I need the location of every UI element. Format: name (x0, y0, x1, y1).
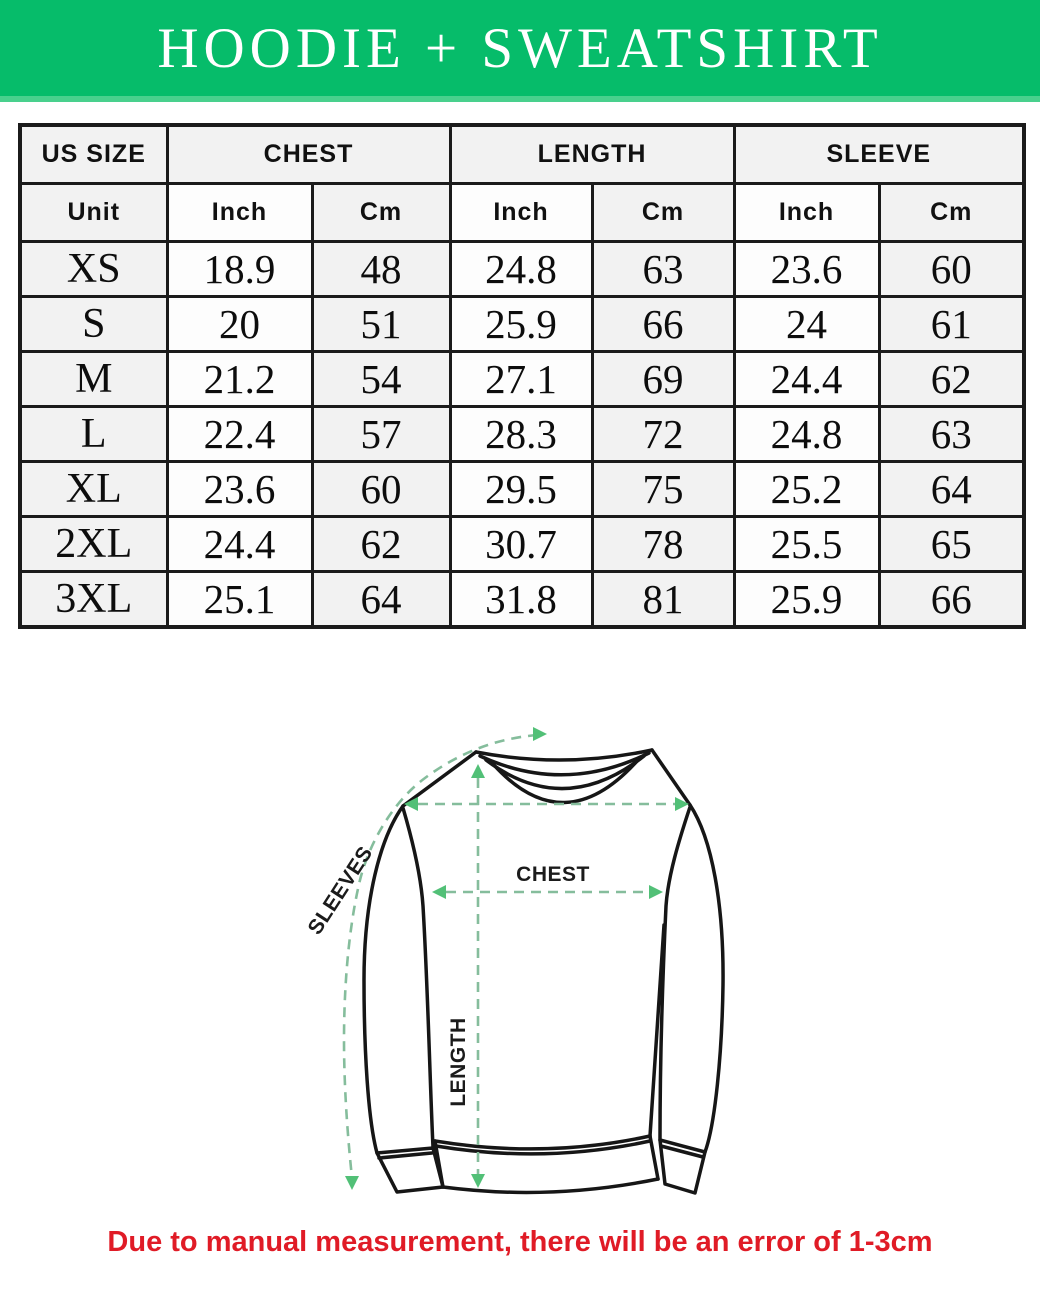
col-header-sleeve: SLEEVE (734, 125, 1024, 184)
value-cell: 21.2 (167, 352, 312, 407)
value-cell: 28.3 (450, 407, 592, 462)
group-header-row (20, 125, 1024, 184)
waistband-right (650, 1136, 658, 1179)
value-cell: 27.1 (450, 352, 592, 407)
collar-outline (476, 750, 652, 760)
value-cell: 54 (312, 352, 450, 407)
value-cell: 57 (312, 407, 450, 462)
table-row-xs (20, 242, 1024, 297)
value-cell: 22.4 (167, 407, 312, 462)
size-cell: L (20, 407, 167, 462)
table-row-3xl (20, 572, 1024, 628)
right-shoulder-seam (652, 750, 690, 805)
chest-cm-header: Cm (312, 184, 450, 242)
value-cell: 24.4 (167, 517, 312, 572)
sleeve-arrow-bottom (345, 1176, 359, 1190)
col-header-length: LENGTH (450, 125, 734, 184)
value-cell: 24.8 (450, 242, 592, 297)
value-cell: 61 (879, 297, 1024, 352)
value-cell: 48 (312, 242, 450, 297)
size-cell: 3XL (20, 572, 167, 628)
value-cell: 64 (879, 462, 1024, 517)
value-cell: 75 (592, 462, 734, 517)
value-cell: 66 (879, 572, 1024, 628)
size-cell: XS (20, 242, 167, 297)
measure-arrowheads (345, 727, 689, 1190)
value-cell: 24.4 (734, 352, 879, 407)
col-header-chest: CHEST (167, 125, 450, 184)
value-cell: 30.7 (450, 517, 592, 572)
size-cell: M (20, 352, 167, 407)
value-cell: 25.5 (734, 517, 879, 572)
sleeve-measure-line (344, 735, 538, 1178)
page-title: HOODIE + SWEATSHIRT (157, 16, 883, 80)
chest-inch-header: Inch (167, 184, 312, 242)
unit-header: Unit (20, 184, 167, 242)
value-cell: 60 (312, 462, 450, 517)
measurement-lines (344, 735, 675, 1178)
value-cell: 63 (879, 407, 1024, 462)
table-row-l (20, 407, 1024, 462)
table-row-m (20, 352, 1024, 407)
sweatshirt-outline (364, 750, 723, 1193)
value-cell: 72 (592, 407, 734, 462)
measurement-disclaimer: Due to manual measurement, there will be an error of 1-3cm (107, 1226, 933, 1258)
size-cell: XL (20, 462, 167, 517)
value-cell: 62 (879, 352, 1024, 407)
value-cell: 66 (592, 297, 734, 352)
value-cell: 25.2 (734, 462, 879, 517)
header-banner (0, 0, 1040, 102)
value-cell: 23.6 (734, 242, 879, 297)
length-arrow-top (471, 764, 485, 778)
table-row-s (20, 297, 1024, 352)
value-cell: 20 (167, 297, 312, 352)
value-cell: 65 (879, 517, 1024, 572)
length-arrow-bottom (471, 1174, 485, 1188)
length-inch-header: Inch (450, 184, 592, 242)
chest-arrow-right (649, 885, 663, 899)
value-cell: 69 (592, 352, 734, 407)
value-cell: 23.6 (167, 462, 312, 517)
value-cell: 62 (312, 517, 450, 572)
value-cell: 25.9 (450, 297, 592, 352)
chest-arrow-left (432, 885, 446, 899)
size-cell: S (20, 297, 167, 352)
chest-label: CHEST (516, 863, 590, 886)
table-row-2xl (20, 517, 1024, 572)
length-label: LENGTH (447, 1017, 470, 1107)
sleeve-cm-header: Cm (879, 184, 1024, 242)
size-cell: 2XL (20, 517, 167, 572)
value-cell: 81 (592, 572, 734, 628)
value-cell: 29.5 (450, 462, 592, 517)
sweatshirt-measurement-diagram (300, 690, 780, 1220)
length-cm-header: Cm (592, 184, 734, 242)
sleeve-arrow-top (533, 727, 547, 741)
right-sleeve-inner (660, 807, 690, 1140)
right-sleeve-outer (690, 805, 723, 1152)
value-cell: 64 (312, 572, 450, 628)
value-cell: 63 (592, 242, 734, 297)
value-cell: 31.8 (450, 572, 592, 628)
value-cell: 60 (879, 242, 1024, 297)
value-cell: 51 (312, 297, 450, 352)
size-chart-table (18, 123, 1026, 629)
value-cell: 25.1 (167, 572, 312, 628)
table-row-xl (20, 462, 1024, 517)
value-cell: 25.9 (734, 572, 879, 628)
value-cell: 78 (592, 517, 734, 572)
value-cell: 24 (734, 297, 879, 352)
left-shoulder-seam (403, 752, 476, 806)
value-cell: 18.9 (167, 242, 312, 297)
value-cell: 24.8 (734, 407, 879, 462)
unit-header-row (20, 184, 1024, 242)
sleeve-inch-header: Inch (734, 184, 879, 242)
left-sleeve-inner (403, 808, 433, 1147)
col-header-us-size: US SIZE (20, 125, 167, 184)
sleeves-label: SLEEVES (303, 842, 378, 939)
